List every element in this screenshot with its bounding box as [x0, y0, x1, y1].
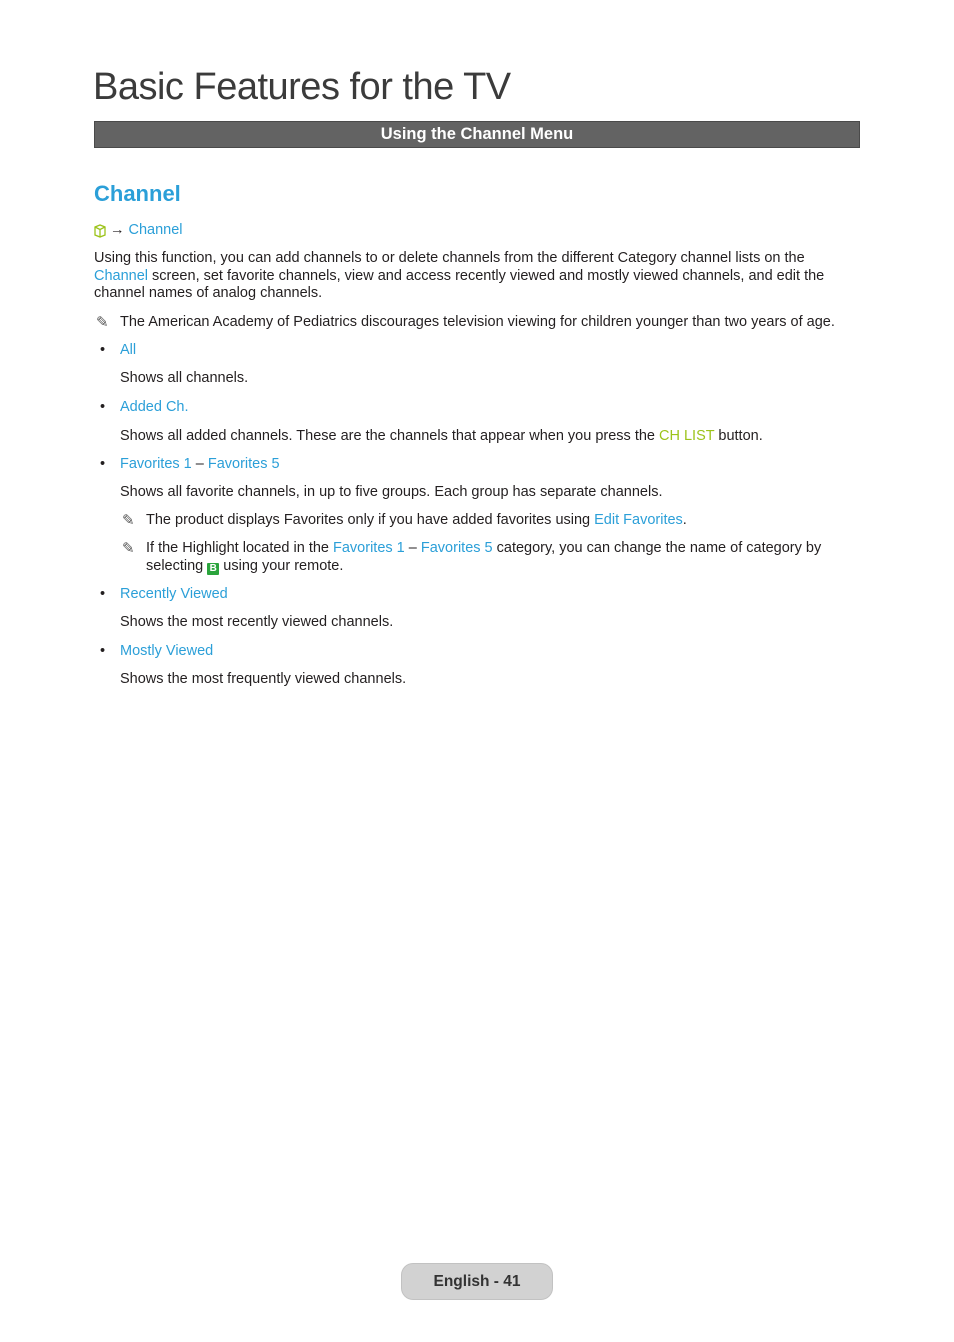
- option-mostly-link[interactable]: Mostly Viewed: [120, 642, 214, 659]
- page-number-badge: English - 41: [401, 1263, 553, 1300]
- note-pencil-icon: ✎: [96, 313, 109, 331]
- note-pencil-icon: ✎: [122, 540, 135, 557]
- option-added-link[interactable]: Added Ch.: [120, 398, 189, 415]
- option-added-desc: [94, 428, 860, 446]
- favorites-note-2: [94, 540, 860, 575]
- intro-channel-link[interactable]: Channel: [94, 267, 149, 284]
- option-favorites-desc: Shows all favorite channels, in up to five groups. Each group has separate channels.: [120, 484, 663, 500]
- intro-paragraph: [94, 250, 860, 303]
- intro-text: Using this function, you can add channels to or delete channels from the different Category channel lists on the: [94, 250, 805, 266]
- option-all-link[interactable]: All: [120, 342, 137, 358]
- favorites-note-1: [94, 512, 860, 530]
- bullet-icon: •: [100, 398, 106, 415]
- menu-path: [94, 222, 860, 240]
- content-body: [94, 222, 860, 688]
- list-item-favorites: [94, 456, 860, 474]
- note-text: The American Academy of Pediatrics discourages television viewing for children younger than two years of age.: [120, 313, 835, 330]
- intro-text-end: screen, set favorite channels, view and access recently viewed and mostly viewed channels, and edit the channel names of analog channels.: [94, 267, 825, 301]
- note-favorites5-link[interactable]: Favorites 5: [420, 540, 493, 556]
- section-heading: Channel: [94, 181, 181, 206]
- note-pencil-icon: ✎: [122, 511, 135, 529]
- option-mostly-desc: Shows the most frequently viewed channels.: [120, 670, 407, 687]
- favorites-note-2-text: If the Highlight located in the: [146, 540, 334, 556]
- added-desc-end: button.: [714, 427, 763, 444]
- bullet-icon: •: [100, 586, 106, 602]
- option-all-desc: Shows all channels.: [120, 370, 249, 386]
- section-header-bar: Using the Channel Menu: [94, 121, 860, 148]
- bullet-icon: •: [100, 342, 106, 358]
- menu-icon: [94, 224, 106, 238]
- option-recent-desc: Shows the most recently viewed channels.: [120, 614, 394, 630]
- page-title: Basic Features for the TV: [93, 66, 511, 108]
- edit-favorites-link[interactable]: Edit Favorites: [594, 511, 683, 528]
- option-recent-link[interactable]: Recently Viewed: [120, 586, 228, 602]
- list-item-all: [94, 342, 860, 360]
- ch-list-button-label: CH LIST: [659, 427, 715, 444]
- note-pediatrics: [94, 314, 860, 332]
- b-button-icon: B: [207, 563, 219, 575]
- list-item-added: [94, 399, 860, 417]
- note-favorites1-link[interactable]: Favorites 1: [333, 540, 405, 556]
- bullet-icon: •: [100, 642, 106, 659]
- list-item-mostly: [94, 643, 860, 661]
- option-favorites5-link[interactable]: Favorites 5: [207, 456, 280, 472]
- favorites-note-2-end: using your remote.: [219, 557, 344, 574]
- favorites-note-1-text: The product displays Favorites only if you have added favorites using: [146, 511, 595, 528]
- added-desc-text: Shows all added channels. These are the channels that appear when you press the: [120, 427, 660, 444]
- menu-path-arrow: →: [110, 222, 125, 239]
- list-item-recent: [94, 586, 860, 604]
- menu-path-channel-link[interactable]: Channel: [128, 222, 183, 239]
- favorites-note-2-mid: category, you can change the name of category by selecting: [146, 540, 822, 574]
- bullet-icon: •: [100, 456, 106, 472]
- favorites-dash: –: [191, 456, 208, 472]
- note-favorites-dash: –: [404, 540, 421, 556]
- option-favorites1-link[interactable]: Favorites 1: [120, 456, 192, 472]
- favorites-note-1-end: .: [682, 511, 687, 528]
